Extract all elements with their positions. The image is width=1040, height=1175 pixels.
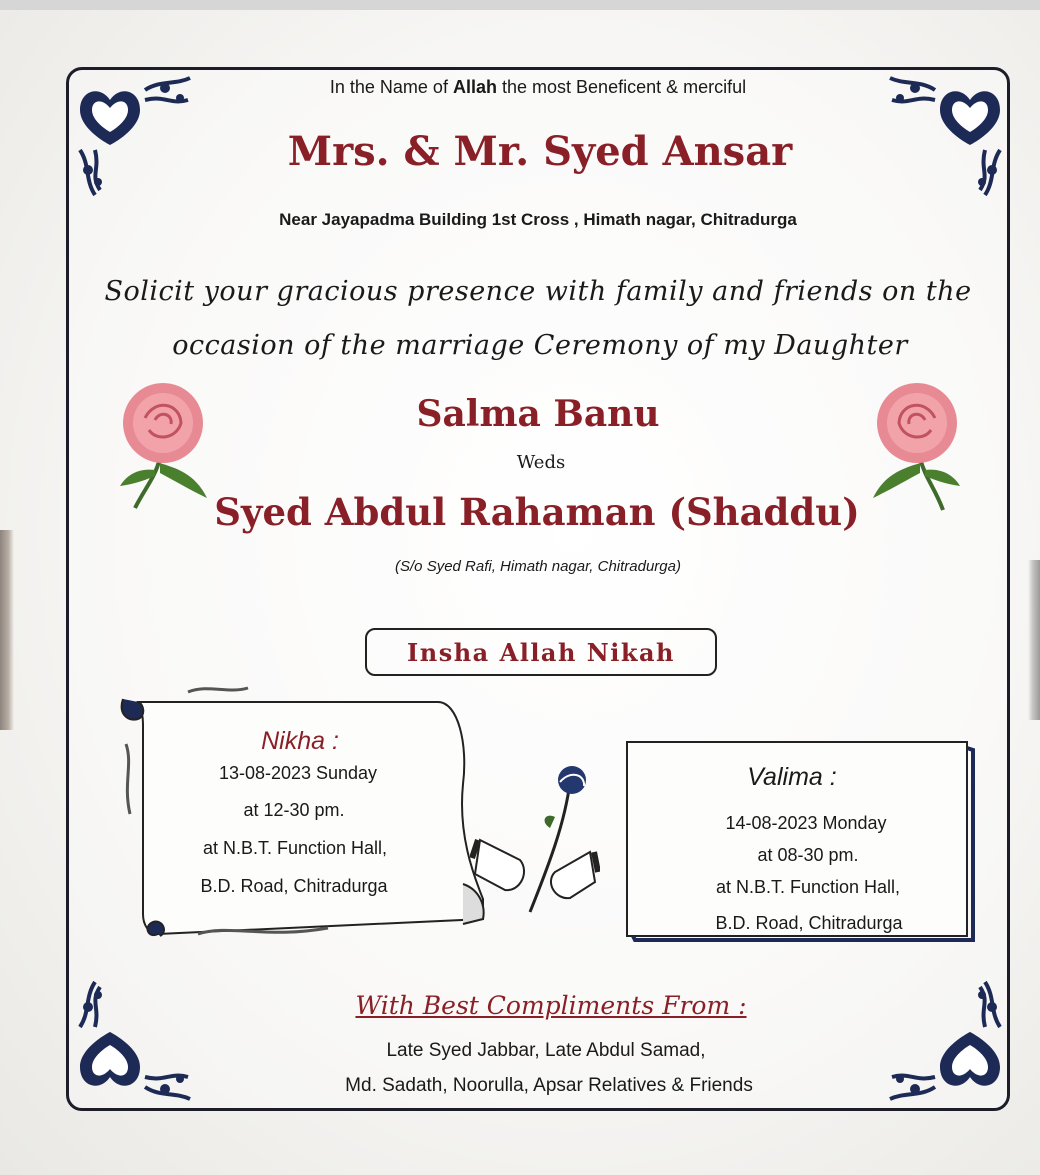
nikah-time: at 12-30 pm. [243, 800, 345, 820]
corner-ornament-bottom-right [875, 972, 1010, 1107]
hands-rose-icon [470, 762, 600, 932]
nikah-road: B.D. Road, Chitradurga [200, 876, 388, 896]
corner-ornament-top-right [875, 70, 1010, 205]
groom-name: Syed Abdul Rahaman (Shaddu) [214, 490, 860, 534]
nikah-banner-text: Insha Allah Nikah [407, 637, 675, 667]
hosts-name: Mrs. & Mr. Syed Ansar [287, 128, 793, 175]
corner-ornament-bottom-left [70, 972, 205, 1107]
invitation-line-2: occasion of the marriage Ceremony of my Daughter [172, 330, 908, 361]
valima-date: 14-08-2023 Monday [725, 813, 887, 833]
top-strip [0, 0, 1040, 10]
compliments-line-2: Md. Sadath, Noorulla, Apsar Relatives & Friends [345, 1075, 753, 1096]
invitation-line-1: Solicit your gracious presence with family and friends on the [104, 276, 972, 307]
valima-venue: at N.B.T. Function Hall, [715, 877, 901, 897]
compliments-line-1: Late Syed Jabbar, Late Abdul Samad, [386, 1040, 706, 1061]
weds-label: Weds [516, 452, 566, 473]
invocation-suffix: the most Beneficent & merciful [502, 77, 747, 97]
nikah-title: Nikha : [261, 727, 339, 755]
hosts-address: Near Jayapadma Building 1st Cross , Himath nagar, Chitradurga [279, 210, 797, 229]
invocation-line [330, 77, 746, 98]
invocation-prefix: In the Name of [329, 77, 448, 97]
compliments-title: With Best Compliments From : [355, 991, 747, 1020]
invocation-allah: Allah [452, 77, 497, 97]
bride-name: Salma Banu [416, 393, 660, 435]
rose-left-icon [115, 378, 215, 518]
nikah-venue: at N.B.T. Function Hall, [202, 838, 388, 858]
nikah-date: 13-08-2023 Sunday [218, 763, 378, 783]
corner-ornament-top-left [70, 70, 205, 205]
groom-parentage: (S/o Syed Rafi, Himath nagar, Chitradurga) [395, 558, 681, 575]
nikah-banner [365, 628, 717, 676]
valima-title: Valima : [747, 763, 837, 791]
valima-time: at 08-30 pm. [757, 845, 859, 865]
paper-edge-left [0, 530, 14, 730]
valima-road: B.D. Road, Chitradurga [715, 913, 903, 933]
paper-edge-right [1028, 560, 1040, 720]
rose-right-icon [865, 378, 965, 518]
